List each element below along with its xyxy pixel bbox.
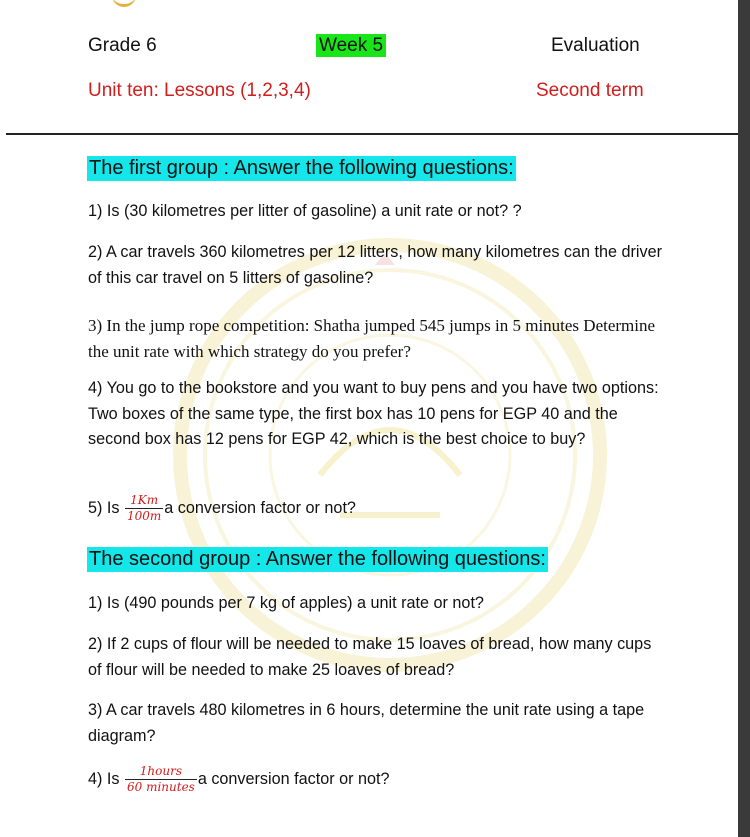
unit-label: Unit ten: Lessons (1,2,3,4) (88, 80, 311, 101)
group2-question-3: 3) A car travels 480 kilometres in 6 hours, determine the unit rate using a tape diagram? (88, 701, 645, 745)
group2-question-1: 1) Is (490 pounds per 7 kg of apples) a unit rate or not? (88, 594, 484, 612)
q4-denominator: 60 minutes (126, 780, 195, 794)
group2-question-2: 2) If 2 cups of flour will be needed to make 15 loaves of bread, how many cups of flour will be needed to make 25 loaves of bread? (88, 635, 652, 679)
evaluation-label: Evaluation (551, 35, 640, 56)
q5-denominator: 100m (126, 509, 162, 523)
q5-numerator: 1Km (125, 493, 163, 509)
cropped-letterhead (0, 0, 738, 8)
group1-question-2: 2) A car travels 360 kilometres per 12 litters, how many kilometres can the driver of this car travel on 5 litters of gasoline? (88, 243, 662, 287)
logo-fragment (112, 0, 136, 7)
group1-title: The first group : Answer the following questions: (89, 157, 514, 179)
q5-fraction (125, 493, 163, 524)
q4-prefix: 4) Is (88, 769, 124, 788)
header-divider (6, 133, 738, 135)
group1-question-1: 1) Is (30 kilometres per litter of gasoline) a unit rate or not? ? (88, 202, 522, 220)
q4-numerator: 1hours (125, 764, 197, 780)
q5-suffix: a conversion factor or not? (164, 498, 356, 517)
q5-prefix: 5) Is (88, 498, 124, 517)
q4-fraction (125, 764, 197, 795)
week-label (316, 35, 386, 57)
viewer-edge (738, 0, 750, 837)
q4-suffix: a conversion factor or not? (197, 769, 390, 788)
group2-title: The second group : Answer the following questions: (89, 548, 546, 570)
group2-question-4 (88, 764, 668, 795)
group1-question-4: 4) You go to the bookstore and you want to buy pens and you have two options: Two boxes of the same type, the first box has 10 pens for EGP 40 and the second box has 12 pens for EGP 42, which is the best choice to buy? (88, 379, 659, 448)
group1-question-5 (88, 493, 668, 524)
group1-question-3: 3) In the jump rope competition: Shatha jumped 545 jumps in 5 minutes Determine the unit rate with which strategy do you prefer? (88, 316, 656, 361)
grade-label: Grade 6 (88, 35, 157, 56)
term-label: Second term (536, 80, 644, 101)
week-highlight: Week 5 (316, 34, 386, 57)
